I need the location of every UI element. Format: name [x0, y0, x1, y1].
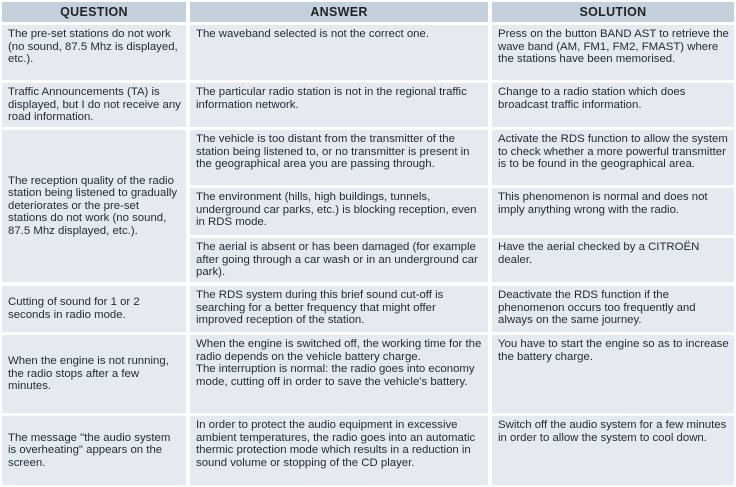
row-6-solution: Switch off the audio system for a few minutes in order to allow the system to cool down.	[492, 416, 734, 485]
header-answer: ANSWER	[190, 2, 488, 22]
row-2-answer: The particular radio station is not in the regional traffic information network.	[190, 83, 488, 127]
row-1-answer: The waveband selected is not the correct one.	[190, 25, 488, 80]
header-solution: SOLUTION	[492, 2, 734, 22]
row-5-answer-part-2: The interruption is normal: the radio goes into economy mode, cutting off in order to save the vehicle's battery.	[196, 363, 475, 388]
row-4-solution: Deactivate the RDS function if the phenomenon occurs too frequently and always on the same journey.	[492, 286, 734, 332]
row-4-question-text: Cutting of sound for 1 or 2 seconds in radio mode.	[8, 296, 140, 321]
row-5-solution: You have to start the engine so as to increase the battery charge.	[492, 335, 734, 413]
row-3c-solution: Have the aerial checked by a CITROËN dealer.	[492, 238, 734, 282]
row-6-answer: In order to protect the audio equipment in excessive ambient temperatures, the radio goes into an automatic thermic protection mode which results in a reduction in sound volume or stopping of the CD player.	[190, 416, 488, 485]
row-3b-solution: This phenomenon is normal and does not imply anything wrong with the radio.	[492, 188, 734, 235]
row-3-question-text: The reception quality of the radio station being listened to gradually deteriorates or the pre-set stations do not work (no sound, 87.5 Mhz displayed, etc.).	[8, 174, 178, 237]
row-4-answer: The RDS system during this brief sound cut-off is searching for a better frequency that might offer improved reception of the station.	[190, 286, 488, 332]
row-1-question: The pre-set stations do not work (no sound, 87.5 Mhz is displayed, etc.).	[2, 25, 186, 80]
row-6-question-text: The message "the audio system is overheating" appears on the screen.	[8, 431, 171, 469]
row-5-question	[2, 335, 186, 413]
row-3a-solution: Activate the RDS function to allow the system to check whether a more powerful transmitter is to be found in the geographical area.	[492, 130, 734, 185]
header-question: QUESTION	[2, 2, 186, 22]
row-3a-answer: The vehicle is too distant from the transmitter of the station being listened to, or no transmitter is present in the geographical area you are passing through.	[190, 130, 488, 185]
row-3b-answer: The environment (hills, high buildings, tunnels, underground car parks, etc.) is blocking reception, even in RDS mode.	[190, 188, 488, 235]
row-4-question	[2, 286, 186, 332]
row-3-question	[2, 130, 186, 282]
row-2-solution: Change to a radio station which does broadcast traffic information.	[492, 83, 734, 127]
row-1-solution: Press on the button BAND AST to retrieve the wave band (AM, FM1, FM2, FMAST) where the stations have been memorised.	[492, 25, 734, 80]
row-6-question	[2, 416, 186, 485]
row-5-question-text: When the engine is not running, the radio stops after a few minutes.	[8, 355, 169, 393]
row-5-answer	[190, 335, 488, 413]
row-3c-answer: The aerial is absent or has been damaged (for example after going through a car wash or in an underground car park).	[190, 238, 488, 282]
row-2-question: Traffic Announcements (TA) is displayed, but I do not receive any road information.	[2, 83, 186, 127]
row-5-answer-part-1: When the engine is switched off, the working time for the radio depends on the vehicle battery charge.	[196, 338, 482, 363]
